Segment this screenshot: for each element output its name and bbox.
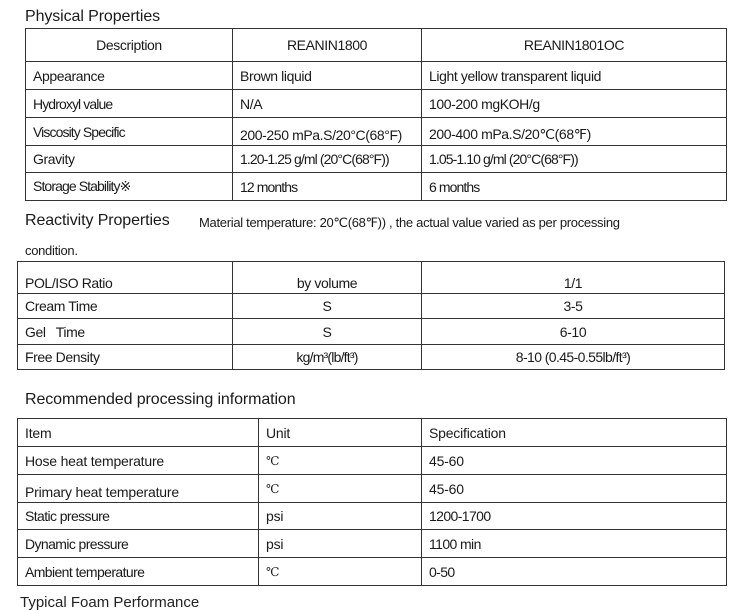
cell-unit: psi: [259, 530, 422, 558]
header-specification: Specification: [422, 419, 727, 447]
table-row: [18, 319, 725, 345]
header-reanin1801oc: REANIN1801OC: [422, 29, 727, 62]
processing-info-table: [17, 418, 727, 586]
reactivity-properties-table: [17, 261, 725, 370]
cell-value: 1200-1700: [422, 503, 727, 530]
cell-unit: psi: [259, 503, 422, 530]
cell-value: 6-10: [422, 319, 725, 345]
cell-unit: kg/m³(lb/ft³): [233, 345, 422, 370]
cell-label: Gravity: [26, 146, 233, 173]
table-row: [18, 262, 725, 294]
cell-value: Brown liquid: [233, 62, 422, 90]
header-description: Description: [26, 29, 233, 62]
header-item: Item: [18, 419, 259, 447]
cell-label: Hose heat temperature: [18, 447, 259, 475]
physical-properties-title: Physical Properties: [25, 8, 161, 25]
cell-value: 1100 min: [422, 530, 727, 558]
cell-label: Gel Time: [18, 319, 233, 345]
cell-unit: ℃: [259, 558, 422, 586]
cell-value: 200-400 mPa.S/20℃(68℉): [422, 118, 727, 146]
cell-label: Primary heat temperature: [18, 475, 259, 503]
reactivity-note-continued: condition.: [25, 243, 78, 258]
cell-value: 6 months: [422, 173, 727, 201]
cell-label: Free Density: [18, 345, 233, 370]
cell-value: Light yellow transparent liquid: [422, 62, 727, 90]
reactivity-note: Material temperature: 20℃(68℉)) , the actual value varied as per processing: [199, 215, 620, 230]
table-row: [26, 173, 727, 201]
cell-label: Hydroxyl value: [26, 90, 233, 118]
cell-label: Ambient temperature: [18, 558, 259, 586]
cell-value: 100-200 mgKOH/g: [422, 90, 727, 118]
cell-unit: by volume: [233, 262, 422, 294]
table-row: [18, 447, 727, 475]
cell-label: Static pressure: [18, 503, 259, 530]
cell-value: N/A: [233, 90, 422, 118]
table-row: [18, 475, 727, 503]
cell-label: Cream Time: [18, 294, 233, 319]
cell-unit: ℃: [259, 447, 422, 475]
table-row: [26, 62, 727, 90]
reactivity-properties-title: Reactivity Properties: [25, 212, 170, 229]
physical-properties-table: [25, 28, 727, 201]
table-row: [26, 118, 727, 146]
table-header-row: [26, 29, 727, 62]
cell-value: 1/1: [422, 262, 725, 294]
table-row: [18, 530, 727, 558]
cell-label: Storage Stability※: [26, 173, 233, 201]
header-reanin1800: REANIN1800: [233, 29, 422, 62]
cell-value: 1.05-1.10 g/ml (20°C(68°F)): [422, 146, 727, 173]
cell-value: 12 months: [233, 173, 422, 201]
cell-value: 0-50: [422, 558, 727, 586]
table-row: [26, 90, 727, 118]
cell-value: 45-60: [422, 447, 727, 475]
cell-value: 3-5: [422, 294, 725, 319]
header-unit: Unit: [259, 419, 422, 447]
cell-value: 8-10 (0.45-0.55lb/ft³): [422, 345, 725, 370]
table-row: [26, 146, 727, 173]
cell-label: POL/ISO Ratio: [18, 262, 233, 294]
cell-value: 200-250 mPa.S/20°C(68°F): [233, 118, 422, 146]
cell-unit: S: [233, 294, 422, 319]
cutoff-section-title: Typical Foam Performance: [20, 594, 200, 611]
cell-value: 1.20-1.25 g/ml (20°C(68°F)): [233, 146, 422, 173]
processing-info-title: Recommended processing information: [25, 391, 296, 408]
table-header-row: [18, 419, 727, 447]
cell-label: Viscosity Specific: [26, 118, 233, 146]
cell-unit: ℃: [259, 475, 422, 503]
table-row: [18, 558, 727, 586]
cell-value: 45-60: [422, 475, 727, 503]
cell-unit: S: [233, 319, 422, 345]
cell-label: Appearance: [26, 62, 233, 90]
table-row: [18, 294, 725, 319]
table-row: [18, 345, 725, 370]
cell-label: Dynamic pressure: [18, 530, 259, 558]
table-row: [18, 503, 727, 530]
